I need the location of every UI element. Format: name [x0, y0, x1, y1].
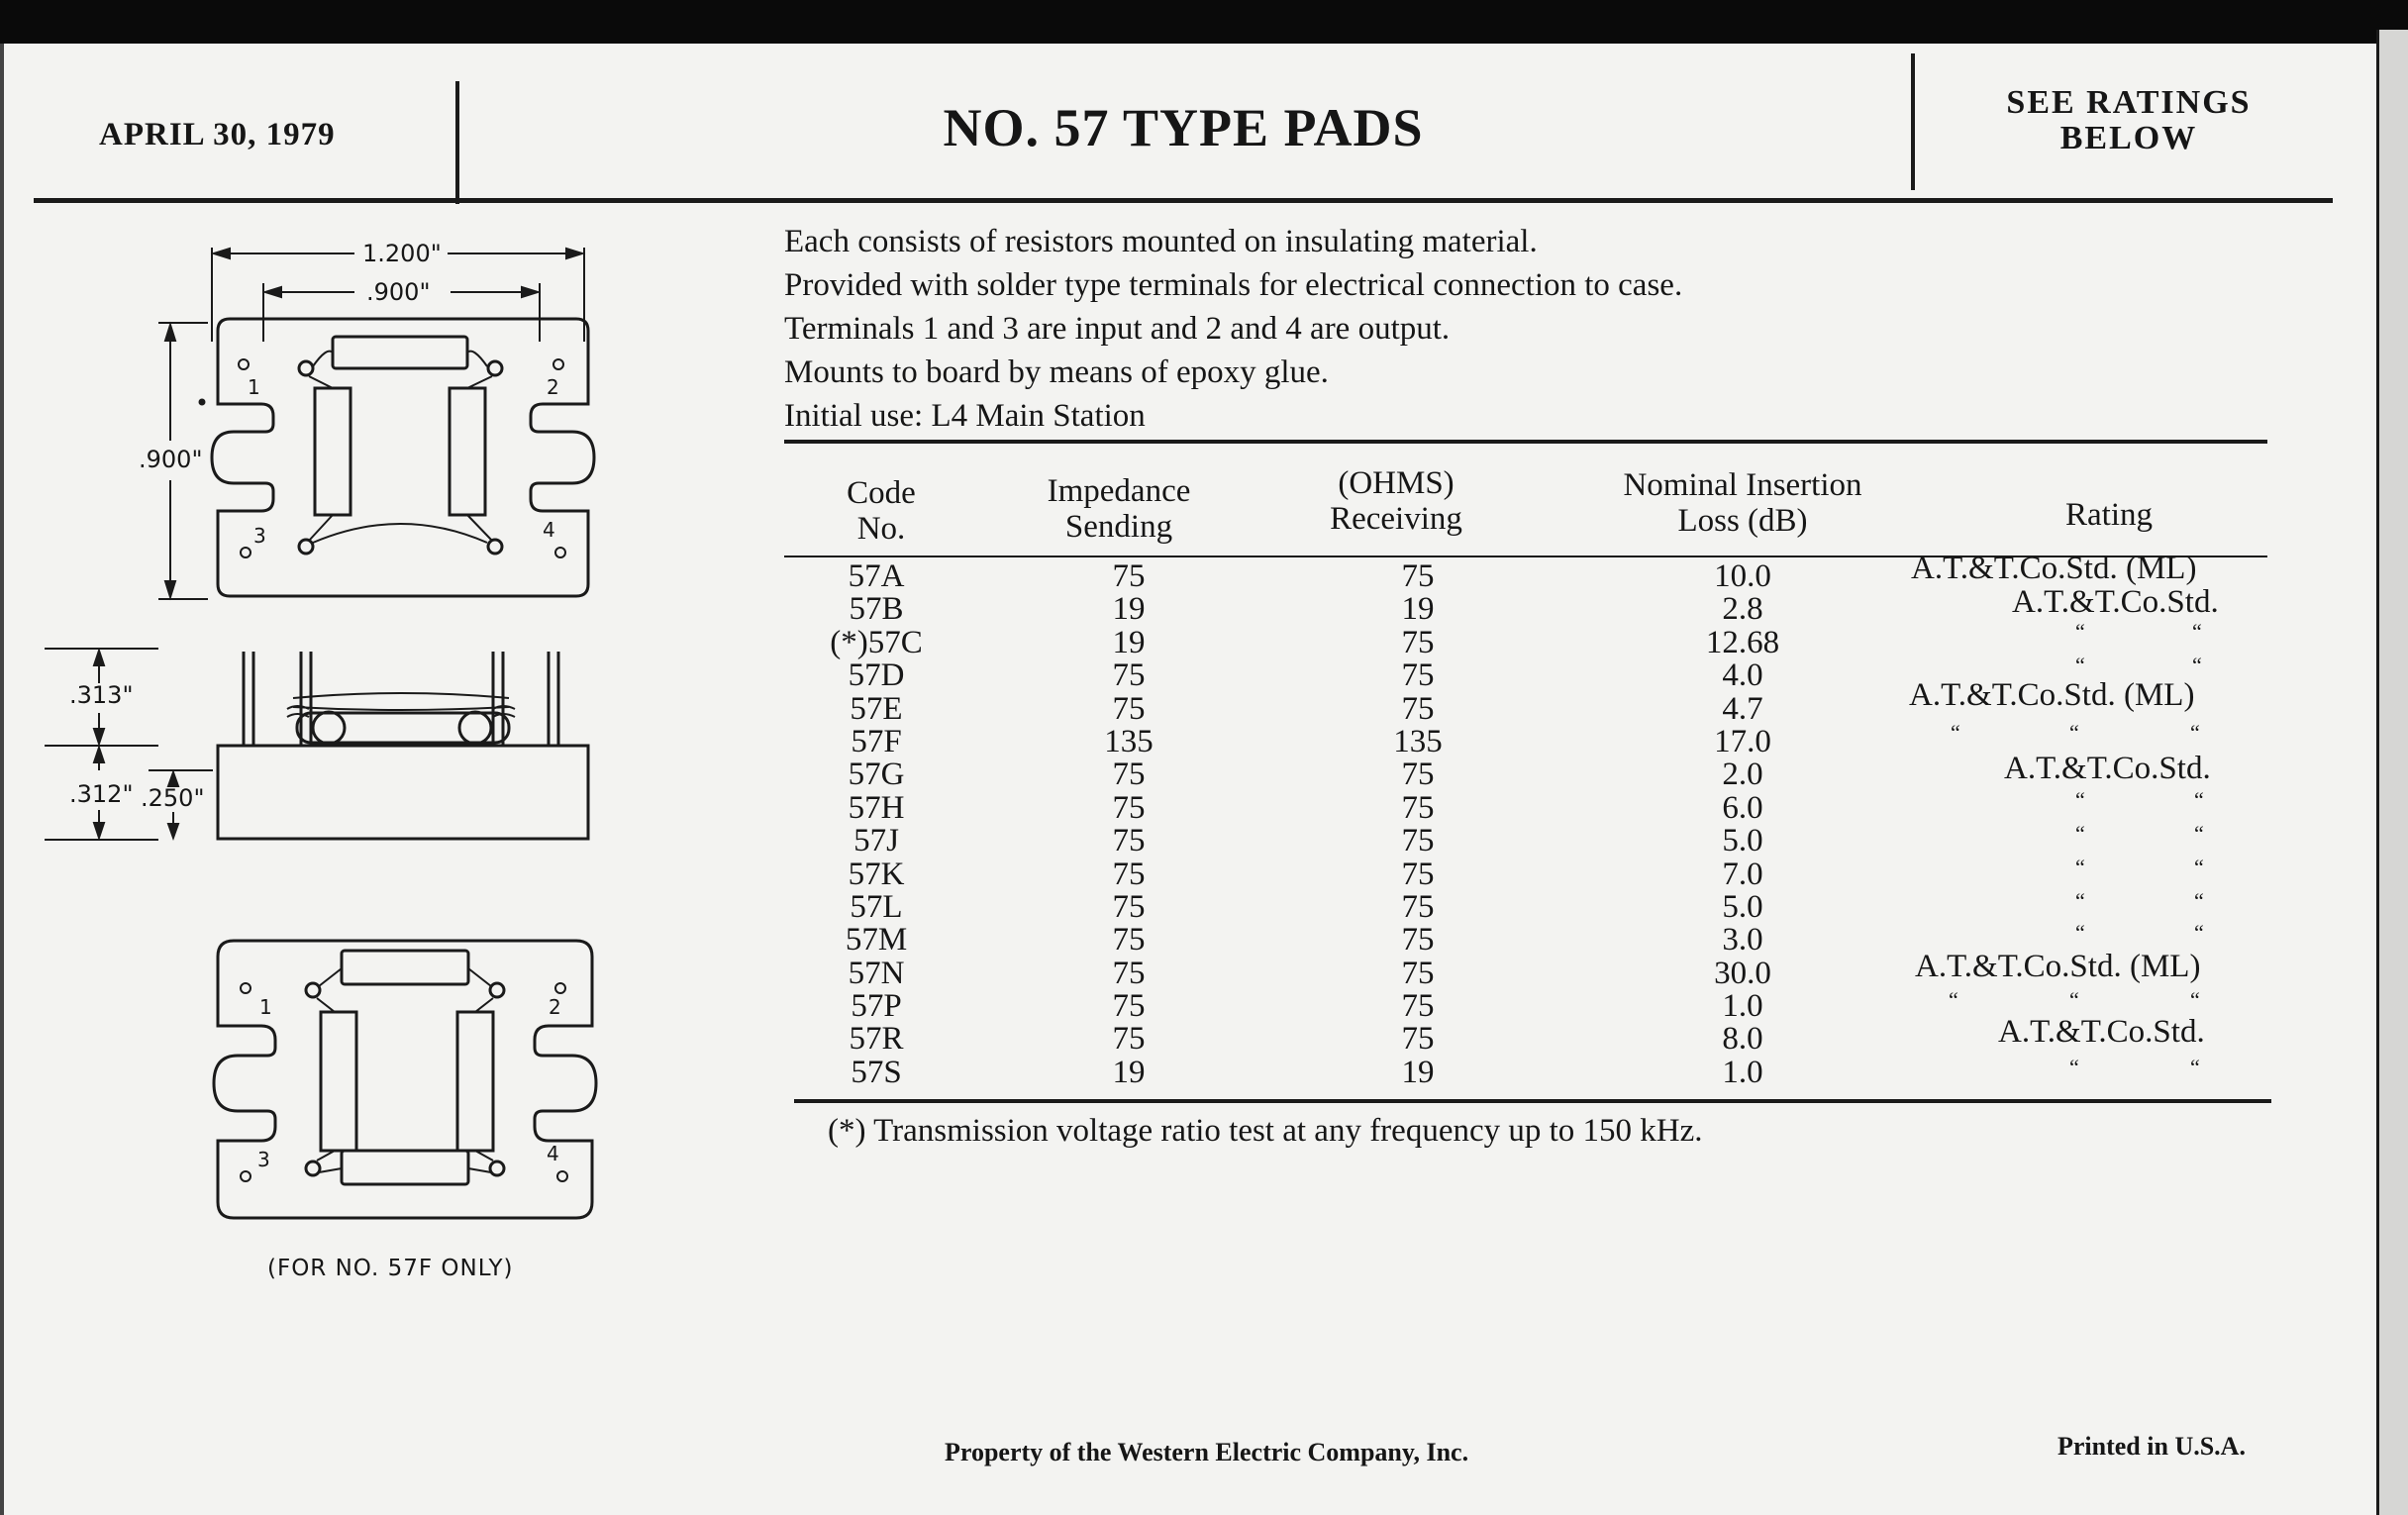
table-cell: 75: [1112, 1021, 1146, 1058]
table-cell: 1.0: [1722, 1054, 1763, 1090]
dim-250: .250": [141, 784, 205, 812]
terminal-labels-top: [248, 375, 559, 548]
ditto-mark: “: [2192, 653, 2202, 677]
table-cell: 75: [1112, 789, 1146, 826]
table-cell: 75: [1112, 856, 1146, 892]
table-cell: 135: [1104, 723, 1154, 759]
terminal-4-label: 4: [543, 518, 555, 542]
footer-printed: Printed in U.S.A.: [2057, 1432, 2246, 1461]
rating-entry: A.T.&T.Co.Std. (ML): [1915, 949, 2201, 984]
ditto-mark: “: [2190, 1055, 2200, 1079]
column-loss: [1663, 560, 1822, 1089]
table-cell: 75: [1112, 955, 1146, 991]
table-cell: 4.7: [1722, 690, 1763, 727]
drawing-caption: (FOR NO. 57F ONLY): [267, 1256, 514, 1281]
ditto-mark: “: [2194, 920, 2204, 945]
description-line: Terminals 1 and 3 are input and 2 and 4 are output.: [784, 311, 1451, 347]
description-block: [784, 220, 1682, 438]
table-cell: 75: [1112, 690, 1146, 727]
page-title: NO. 57 TYPE PADS: [943, 98, 1424, 157]
terminal-2-label: 2: [547, 375, 559, 399]
ditto-mark: “: [2192, 619, 2202, 644]
table-cell: 57B: [849, 591, 904, 628]
table-cell: 57A: [848, 558, 905, 594]
table-cell: 75: [1112, 922, 1146, 959]
terminal-4-label: 4: [547, 1142, 559, 1165]
scan-right-edge: [2376, 30, 2408, 1515]
header-ratings-note: [1941, 85, 2317, 156]
table-cell: 12.68: [1705, 624, 1780, 660]
pad-drawings: [0, 198, 693, 1416]
table-cell: 4.0: [1722, 657, 1763, 694]
table-cell: 75: [1401, 558, 1435, 594]
table-cell: 75: [1112, 888, 1146, 925]
terminal-1-label: 1: [248, 375, 260, 399]
header-ohms-receiving: (OHMS) Receiving: [1330, 465, 1462, 537]
ditto-mark: “: [2075, 821, 2085, 846]
pad-57f-view: [214, 941, 596, 1218]
table-cell: 57G: [848, 757, 905, 793]
table-cell: 57F: [851, 723, 902, 759]
rating-entry: A.T.&T.Co.Std.: [1998, 1014, 2205, 1050]
table-cell: 8.0: [1722, 1021, 1763, 1058]
ditto-mark: “: [2075, 653, 2085, 677]
description-line: Provided with solder type terminals for electrical connection to case.: [784, 267, 1683, 303]
table-cell: 57R: [849, 1021, 904, 1058]
table-cell: 57L: [850, 888, 903, 925]
table-cell: 75: [1401, 856, 1435, 892]
table-cell: 75: [1401, 955, 1435, 991]
rating-entry: A.T.&T.Co.Std. (ML): [1909, 677, 2195, 713]
table-cell: 57K: [848, 856, 905, 892]
table-footnote: (*) Transmission voltage ratio test at any frequency up to 150 kHz.: [828, 1113, 1703, 1149]
terminal-3-label: 3: [257, 1148, 270, 1171]
table-cell: 75: [1401, 888, 1435, 925]
dim-312: .312": [69, 780, 134, 808]
header-date: APRIL 30, 1979: [99, 117, 336, 152]
table-cell: 57P: [851, 988, 902, 1025]
ditto-mark: “: [2194, 821, 2204, 846]
ditto-mark: “: [2194, 787, 2204, 812]
description-line: Each consists of resistors mounted on insulating material.: [784, 224, 1538, 259]
ditto-mark: “: [2069, 987, 2079, 1012]
table-cell: 75: [1401, 823, 1435, 859]
table-cell: (*)57C: [830, 624, 923, 660]
ditto-mark: “: [2190, 720, 2200, 745]
table-cell: 19: [1401, 1054, 1435, 1090]
table-cell: 135: [1393, 723, 1443, 759]
column-sending: [1050, 560, 1208, 1089]
ditto-mark: “: [2190, 987, 2200, 1012]
pad-side-view: [218, 652, 588, 839]
ditto-mark: “: [2075, 920, 2085, 945]
ditto-mark: “: [2075, 888, 2085, 913]
description-line: Initial use: L4 Main Station: [784, 398, 1146, 434]
table-top-rule: [784, 440, 2267, 444]
table-cell: 10.0: [1714, 558, 1771, 594]
ditto-mark: “: [2075, 619, 2085, 644]
table-cell: 57J: [853, 823, 899, 859]
table-cell: 7.0: [1722, 856, 1763, 892]
table-cell: 75: [1401, 657, 1435, 694]
scan-top-edge: [0, 0, 2408, 44]
table-cell: 75: [1401, 789, 1435, 826]
table-cell: 75: [1401, 988, 1435, 1025]
table-cell: 2.0: [1722, 757, 1763, 793]
table-cell: 5.0: [1722, 823, 1763, 859]
dim-width-inner: .900": [366, 278, 431, 306]
table-cell: 17.0: [1714, 723, 1771, 759]
dim-width-outer: 1.200": [362, 240, 442, 267]
terminal-3-label: 3: [253, 524, 266, 548]
ratings-note-line2: BELOW: [2059, 120, 2198, 156]
header-impedance-sending: Impedance Sending: [1047, 473, 1191, 545]
ditto-mark: “: [2069, 1055, 2079, 1079]
table-cell: 75: [1112, 558, 1146, 594]
ditto-mark: “: [2069, 720, 2079, 745]
dim-313: .313": [69, 681, 134, 709]
table-cell: 75: [1401, 1021, 1435, 1058]
column-receiving: [1339, 560, 1497, 1089]
table-cell: 57M: [845, 922, 908, 959]
table-cell: 75: [1401, 922, 1435, 959]
ditto-mark: “: [2194, 855, 2204, 879]
terminal-1-label: 1: [259, 995, 272, 1019]
header-code: Code No.: [847, 475, 916, 547]
footer-property: Property of the Western Electric Company, Inc.: [945, 1438, 1469, 1466]
ratings-note-line1: SEE RATINGS: [2006, 84, 2252, 121]
table-cell: 75: [1401, 624, 1435, 660]
table-cell: 75: [1112, 823, 1146, 859]
table-cell: 19: [1112, 624, 1146, 660]
table-cell: 6.0: [1722, 789, 1763, 826]
table-cell: 75: [1112, 988, 1146, 1025]
table-cell: 75: [1112, 657, 1146, 694]
pad-top-view: [200, 319, 594, 596]
terminal-labels-57f: [257, 995, 561, 1171]
table-cell: 57D: [848, 657, 905, 694]
table-cell: 57N: [848, 955, 905, 991]
table-bottom-rule: [794, 1099, 2271, 1103]
description-line: Mounts to board by means of epoxy glue.: [784, 354, 1329, 390]
table-cell: 19: [1401, 591, 1435, 628]
header-rating: Rating: [2065, 497, 2153, 533]
table-cell: 2.8: [1722, 591, 1763, 628]
header-divider-right: [1911, 53, 1915, 190]
table-cell: 19: [1112, 591, 1146, 628]
table-cell: 19: [1112, 1054, 1146, 1090]
rating-entry: A.T.&T.Co.Std. (ML): [1911, 551, 2197, 586]
table-cell: 3.0: [1722, 922, 1763, 959]
table-cell: 1.0: [1722, 988, 1763, 1025]
header-insertion-loss: Nominal Insertion Loss (dB): [1623, 467, 1862, 539]
table-cell: 75: [1112, 757, 1146, 793]
ditto-mark: “: [2194, 888, 2204, 913]
ditto-mark: “: [2075, 787, 2085, 812]
rating-entry: A.T.&T.Co.Std.: [2004, 751, 2211, 786]
ditto-mark: “: [1951, 720, 1960, 745]
table-cell: 57H: [848, 789, 905, 826]
ditto-mark: “: [1949, 987, 1958, 1012]
table-cell: 5.0: [1722, 888, 1763, 925]
terminal-2-label: 2: [549, 995, 561, 1019]
table-cell: 57S: [851, 1054, 902, 1090]
dim-height: .900": [139, 446, 203, 473]
table-cell: 75: [1401, 757, 1435, 793]
column-code: [792, 560, 960, 1089]
table-cell: 75: [1401, 690, 1435, 727]
table-cell: 30.0: [1714, 955, 1771, 991]
rating-entry: A.T.&T.Co.Std.: [2012, 584, 2219, 620]
ditto-mark: “: [2075, 855, 2085, 879]
table-cell: 57E: [850, 690, 903, 727]
